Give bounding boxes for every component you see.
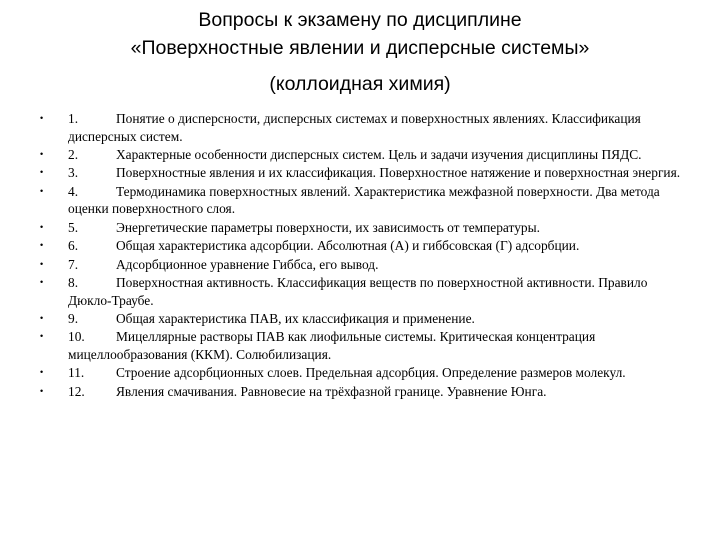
page-subtitle: (коллоидная химия) [269,73,451,95]
question-item [40,383,690,401]
question-text: Общая характеристика адсорбции. Абсолютная (А) и гиббсовская (Г) адсорбции. [116,238,580,254]
question-number: 5. [68,219,79,235]
question-item [40,183,690,218]
question-text: Мицеллярные растворы ПАВ как лиофильные системы. Критическая концентрация мицеллообразования (ККМ). Солюбилизация. [68,329,596,362]
question-item [40,256,690,274]
bullet-icon: • [40,258,44,269]
bullet-icon: • [40,367,44,378]
question-number: 9. [68,310,79,326]
question-text: Строение адсорбционных слоев. Предельная адсорбция. Определение размеров молекул. [116,365,626,381]
question-item [40,237,690,255]
bullet-icon: • [40,221,44,232]
question-item [40,146,690,164]
question-item [40,364,690,382]
question-number: 7. [68,256,79,272]
question-number: 2. [68,146,79,162]
bullet-icon: • [40,113,44,123]
question-number: 3. [68,165,79,181]
question-number: 4. [68,183,79,199]
bullet-icon: • [40,148,44,159]
title-line-1: Вопросы к экзамену по дисциплине [198,9,522,31]
question-text: Явления смачивания. Равновесие на трёхфазной границе. Уравнение Юнга. [116,383,547,399]
question-list [40,110,690,401]
bullet-icon: • [40,276,44,287]
question-number: 8. [68,274,79,290]
question-number: 12. [68,383,85,399]
bullet-icon: • [40,331,44,342]
question-text: Термодинамика поверхностных явлений. Характеристика межфазной поверхности. Два метода оценки поверхностного слоя. [68,183,660,217]
page-title [0,6,720,62]
question-number: 6. [68,238,79,254]
question-text: Поверхностная активность. Классификация веществ по поверхностной активности. Правило Дюкло-Траубе. [68,274,648,308]
question-item [40,328,690,363]
question-number: 11. [68,365,85,381]
question-text: Понятие о дисперсности, дисперсных системах и поверхностных явлениях. Классификация дисперсных систем. [68,111,641,144]
bullet-icon: • [40,312,44,323]
bullet-icon: • [40,385,44,396]
bullet-icon: • [40,185,44,196]
question-item [40,164,690,182]
question-text: Характерные особенности дисперсных систем. Цель и задачи изучения дисциплины ПЯДС. [116,146,642,162]
question-text: Общая характеристика ПАВ, их классификация и применение. [116,310,475,326]
question-item [40,219,690,237]
question-item [40,110,690,145]
question-text: Поверхностные явления и их классификация. Поверхностное натяжение и поверхностная энергия. [116,165,681,181]
question-item [40,310,690,328]
question-number: 1. [68,111,79,126]
question-item [40,274,690,309]
question-number: 10. [68,329,85,345]
bullet-icon: • [40,240,44,251]
question-text: Энергетические параметры поверхности, их зависимость от температуры. [116,219,540,235]
title-line-2: «Поверхностные явлении и дисперсные системы» [130,37,590,59]
question-text: Адсорбционное уравнение Гиббса, его вывод. [116,256,379,272]
bullet-icon: • [40,167,44,178]
